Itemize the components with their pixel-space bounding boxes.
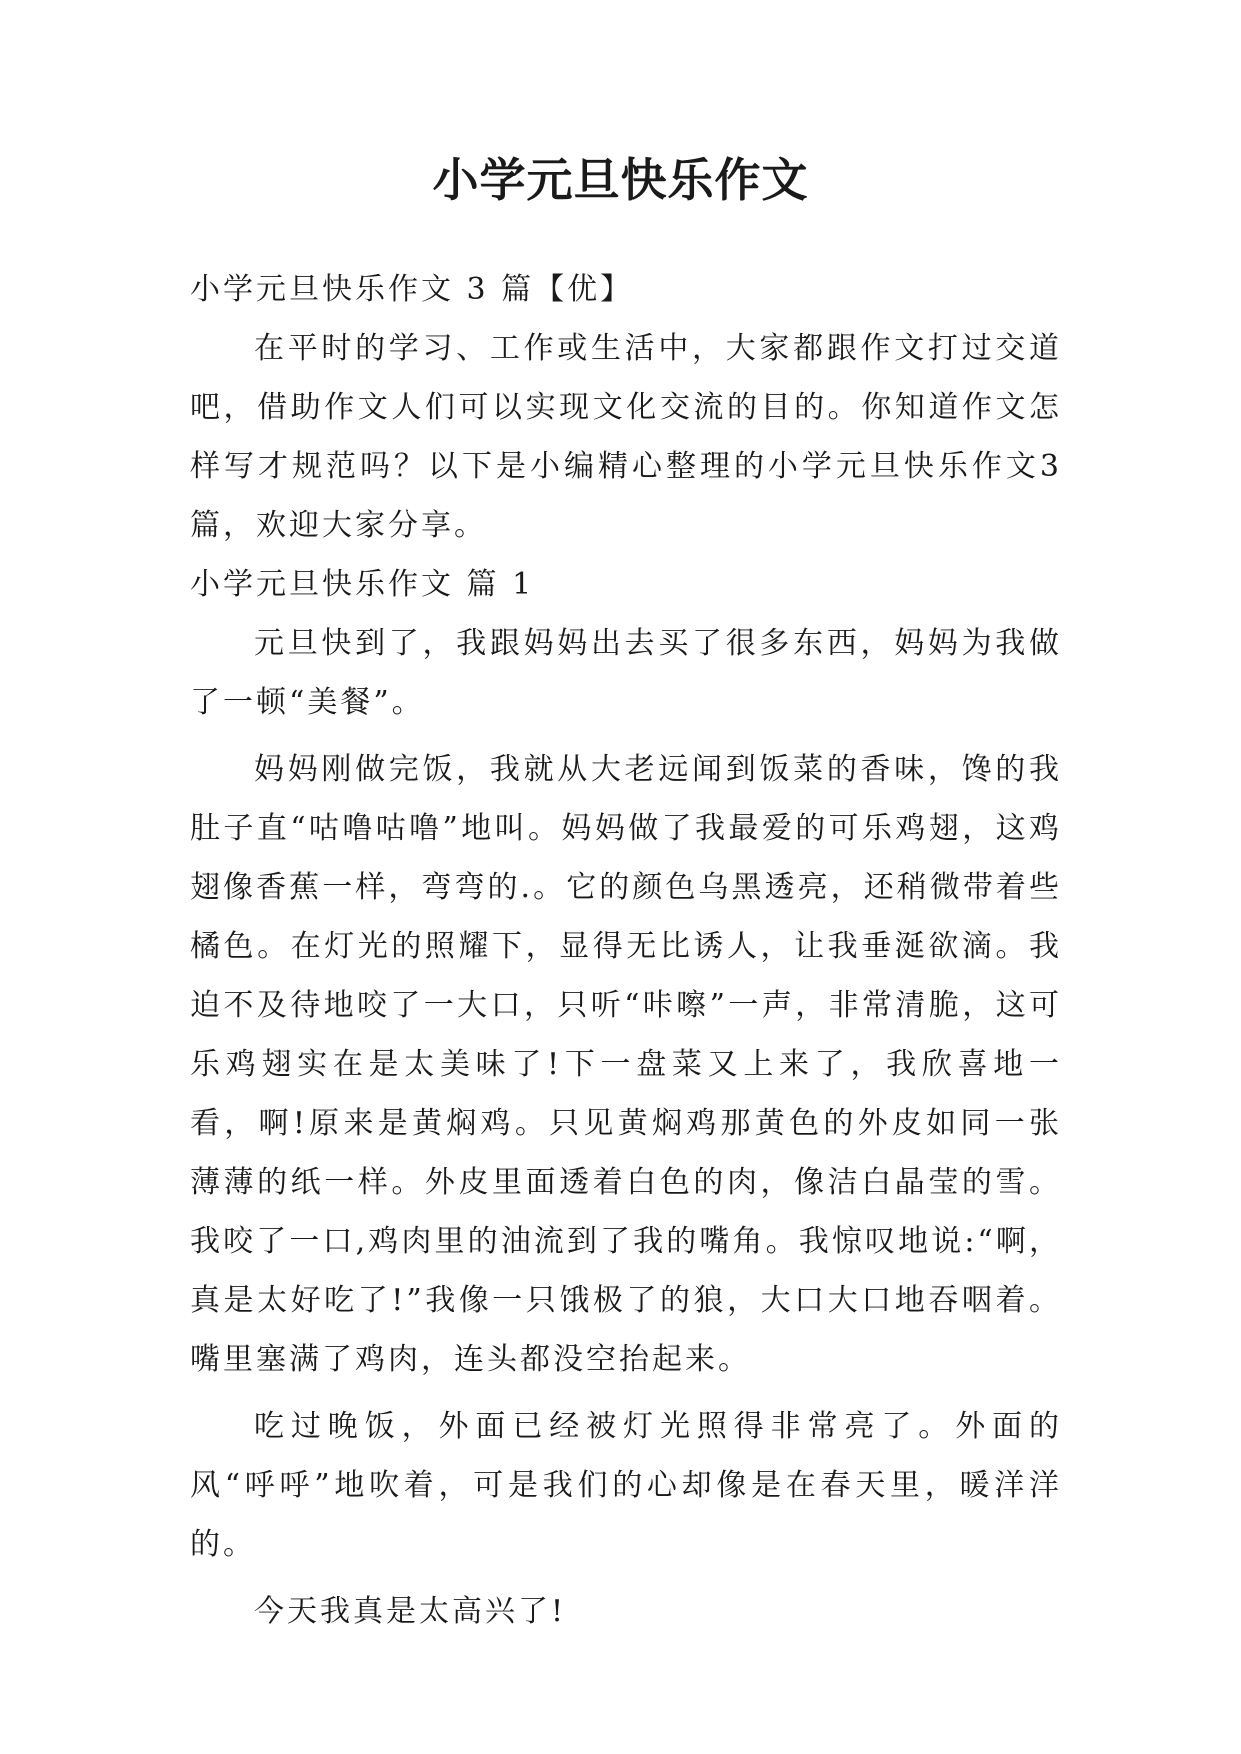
intro-paragraph: 在平时的学习、工作或生活中，大家都跟作文打过交道吧，借助作文人们可以实现文化交流的目的。你知道作文怎样写才规范吗？以下是小编精心整理的小学元旦快乐作文3篇，欢迎大家分享。 <box>190 331 1062 543</box>
body-paragraph: 今天我真是太高兴了! <box>254 1594 567 1629</box>
document-body <box>190 260 1062 1641</box>
body-paragraph: 吃过晚饭，外面已经被灯光照得非常亮了。外面的风“呼呼”地吹着，可是我们的心却像是在春天里，暖洋洋的。 <box>190 1409 1062 1562</box>
document-subtitle: 小学元旦快乐作文 3 篇【优】 <box>190 272 634 307</box>
section-heading: 小学元旦快乐作文 篇 1 <box>190 567 535 602</box>
document-title: 小学元旦快乐作文 <box>432 153 809 207</box>
body-paragraph: 妈妈刚做完饭，我就从大老远闻到饭菜的香味，馋的我肚子直“咕噜咕噜”地叫。妈妈做了我最爱的可乐鸡翅，这鸡翅像香蕉一样，弯弯的.。它的颜色乌黑透亮，还稍微带着些橘色。在灯光的照耀下，显得无比诱人，让我垂涎欲滴。我迫不及待地咬了一大口，只听“咔嚓”一声，非常清脆，这可乐鸡翅实在是太美味了!下一盘菜又上来了，我欣喜地一看，啊!原来是黄焖鸡。只见黄焖鸡那黄色的外皮如同一张薄薄的纸一样。外皮里面透着白色的肉，像洁白晶莹的雪。我咬了一口,鸡肉里的油流到了我的嘴角。我惊叹地说:“啊，真是太好吃了!”我像一只饿极了的狼，大口大口地吞咽着。嘴里塞满了鸡肉，连头都没空抬起来。 <box>190 752 1062 1377</box>
body-paragraph: 元旦快到了，我跟妈妈出去买了很多东西，妈妈为我做了一顿“美餐”。 <box>190 626 1062 720</box>
